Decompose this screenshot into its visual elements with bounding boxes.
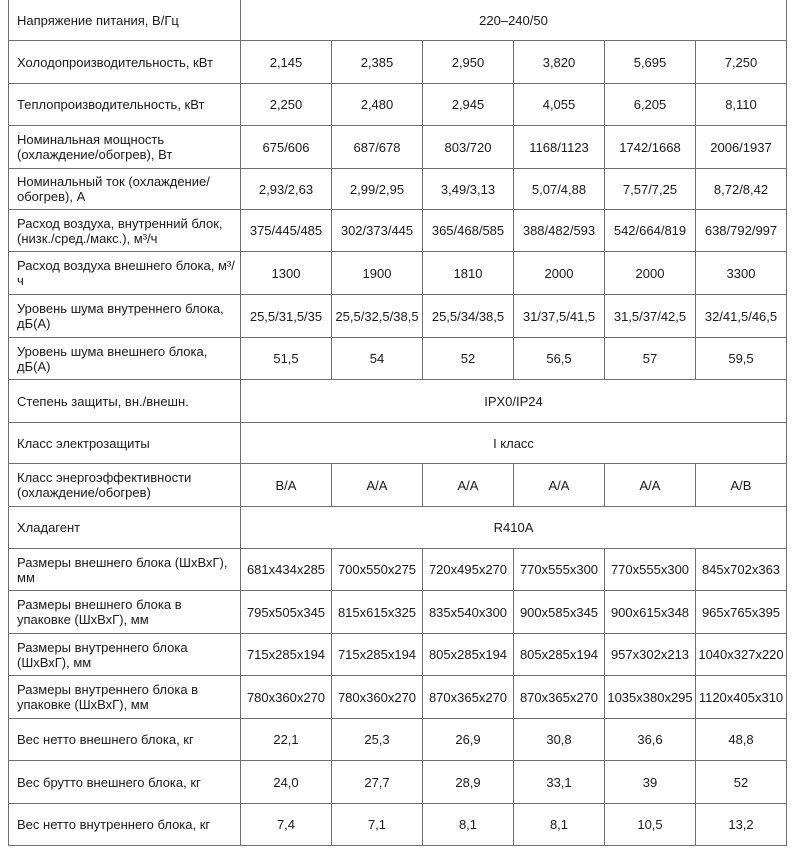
value-cell: 2,99/2,95 <box>332 169 423 210</box>
value-cell: 27,7 <box>332 761 423 804</box>
row-label: Класс электрозащиты <box>9 423 241 464</box>
value-cell: 7,1 <box>332 804 423 846</box>
value-cell: 715x285x194 <box>241 634 332 676</box>
value-cell: 1040x327x220 <box>696 634 787 676</box>
value-cell: 2,945 <box>423 84 514 126</box>
value-cell: 2000 <box>514 252 605 295</box>
value-cell: 25,5/34/38,5 <box>423 295 514 338</box>
value-cell: 33,1 <box>514 761 605 804</box>
table-row <box>9 423 787 464</box>
row-label: Напряжение питания, В/Гц <box>9 0 241 41</box>
value-cell: 36,6 <box>605 719 696 761</box>
value-cell: 770x555x300 <box>514 549 605 591</box>
row-label: Вес нетто внутреннего блока, кг <box>9 804 241 846</box>
value-cell: 8,1 <box>423 804 514 846</box>
value-cell: 638/792/997 <box>696 210 787 252</box>
value-cell: 54 <box>332 338 423 380</box>
row-label: Уровень шума внешнего блока, дБ(А) <box>9 338 241 380</box>
value-cell: A/A <box>332 464 423 507</box>
value-cell: 2,480 <box>332 84 423 126</box>
value-cell: 845x702x363 <box>696 549 787 591</box>
table-row <box>9 804 787 846</box>
value-cell: 48,8 <box>696 719 787 761</box>
spec-table <box>8 0 787 846</box>
value-cell: 2006/1937 <box>696 126 787 169</box>
value-cell: 6,205 <box>605 84 696 126</box>
value-cell: 900x615x348 <box>605 591 696 634</box>
value-cell: 28,9 <box>423 761 514 804</box>
value-cell: 8,110 <box>696 84 787 126</box>
value-cell: 8,72/8,42 <box>696 169 787 210</box>
value-cell: B/A <box>241 464 332 507</box>
value-cell: 3,820 <box>514 41 605 84</box>
value-cell: 1168/1123 <box>514 126 605 169</box>
value-cell: 2,385 <box>332 41 423 84</box>
merged-value-cell: IPX0/IP24 <box>241 380 787 423</box>
value-cell: 2,950 <box>423 41 514 84</box>
value-cell: 3,49/3,13 <box>423 169 514 210</box>
table-row <box>9 126 787 169</box>
value-cell: 51,5 <box>241 338 332 380</box>
value-cell: 700x550x275 <box>332 549 423 591</box>
value-cell: 3300 <box>696 252 787 295</box>
value-cell: 770x555x300 <box>605 549 696 591</box>
value-cell: 1035x380x295 <box>605 676 696 719</box>
value-cell: 25,5/32,5/38,5 <box>332 295 423 338</box>
value-cell: 24,0 <box>241 761 332 804</box>
value-cell: 57 <box>605 338 696 380</box>
table-row <box>9 380 787 423</box>
value-cell: A/A <box>423 464 514 507</box>
value-cell: 2,250 <box>241 84 332 126</box>
merged-value-cell: 220–240/50 <box>241 0 787 41</box>
value-cell: 5,695 <box>605 41 696 84</box>
row-label: Размеры внутреннего блока (ШхВхГ), мм <box>9 634 241 676</box>
table-row <box>9 634 787 676</box>
value-cell: 681x434x285 <box>241 549 332 591</box>
merged-value-cell: R410A <box>241 507 787 549</box>
row-label: Хладагент <box>9 507 241 549</box>
value-cell: 25,5/31,5/35 <box>241 295 332 338</box>
table-row <box>9 507 787 549</box>
table-row <box>9 676 787 719</box>
value-cell: 780x360x270 <box>241 676 332 719</box>
table-row <box>9 210 787 252</box>
row-label: Теплопроизводительность, кВт <box>9 84 241 126</box>
value-cell: 8,1 <box>514 804 605 846</box>
value-cell: 32/41,5/46,5 <box>696 295 787 338</box>
value-cell: 720x495x270 <box>423 549 514 591</box>
row-label: Размеры внешнего блока в упаковке (ШхВхГ), мм <box>9 591 241 634</box>
value-cell: 39 <box>605 761 696 804</box>
value-cell: 7,57/7,25 <box>605 169 696 210</box>
value-cell: A/A <box>514 464 605 507</box>
value-cell: 805x285x194 <box>423 634 514 676</box>
merged-value-cell: I класс <box>241 423 787 464</box>
row-label: Уровень шума внутреннего блока, дБ(А) <box>9 295 241 338</box>
value-cell: 2,145 <box>241 41 332 84</box>
value-cell: 1120x405x310 <box>696 676 787 719</box>
value-cell: 1300 <box>241 252 332 295</box>
table-row <box>9 338 787 380</box>
value-cell: 957x302x213 <box>605 634 696 676</box>
value-cell: 22,1 <box>241 719 332 761</box>
value-cell: 2000 <box>605 252 696 295</box>
table-row <box>9 464 787 507</box>
value-cell: 675/606 <box>241 126 332 169</box>
value-cell: 805x285x194 <box>514 634 605 676</box>
value-cell: 542/664/819 <box>605 210 696 252</box>
row-label: Вес нетто внешнего блока, кг <box>9 719 241 761</box>
value-cell: A/B <box>696 464 787 507</box>
spec-table-body <box>9 0 787 846</box>
value-cell: 52 <box>423 338 514 380</box>
value-cell: 59,5 <box>696 338 787 380</box>
value-cell: 5,07/4,88 <box>514 169 605 210</box>
value-cell: 900x585x345 <box>514 591 605 634</box>
row-label: Расход воздуха, внутренний блок, (низк./сред./макс.), м³/ч <box>9 210 241 252</box>
value-cell: 375/445/485 <box>241 210 332 252</box>
value-cell: 803/720 <box>423 126 514 169</box>
table-row <box>9 549 787 591</box>
value-cell: 965x765x395 <box>696 591 787 634</box>
value-cell: 835x540x300 <box>423 591 514 634</box>
row-label: Холодопроизводительность, кВт <box>9 41 241 84</box>
value-cell: 31,5/37/42,5 <box>605 295 696 338</box>
value-cell: 13,2 <box>696 804 787 846</box>
value-cell: 780x360x270 <box>332 676 423 719</box>
value-cell: 870x365x270 <box>514 676 605 719</box>
row-label: Вес брутто внешнего блока, кг <box>9 761 241 804</box>
value-cell: 31/37,5/41,5 <box>514 295 605 338</box>
value-cell: 7,250 <box>696 41 787 84</box>
value-cell: 26,9 <box>423 719 514 761</box>
row-label: Размеры внешнего блока (ШхВхГ), мм <box>9 549 241 591</box>
value-cell: 687/678 <box>332 126 423 169</box>
table-row <box>9 761 787 804</box>
table-row <box>9 84 787 126</box>
value-cell: 4,055 <box>514 84 605 126</box>
value-cell: 1810 <box>423 252 514 295</box>
value-cell: 7,4 <box>241 804 332 846</box>
value-cell: 715x285x194 <box>332 634 423 676</box>
value-cell: 25,3 <box>332 719 423 761</box>
value-cell: 1742/1668 <box>605 126 696 169</box>
value-cell: 2,93/2,63 <box>241 169 332 210</box>
value-cell: 30,8 <box>514 719 605 761</box>
value-cell: 870x365x270 <box>423 676 514 719</box>
value-cell: 302/373/445 <box>332 210 423 252</box>
row-label: Класс энергоэффективности (охлаждение/обогрев) <box>9 464 241 507</box>
table-row <box>9 0 787 41</box>
value-cell: 815x615x325 <box>332 591 423 634</box>
row-label: Размеры внутреннего блока в упаковке (ШхВхГ), мм <box>9 676 241 719</box>
value-cell: 795x505x345 <box>241 591 332 634</box>
value-cell: 1900 <box>332 252 423 295</box>
table-row <box>9 719 787 761</box>
table-row <box>9 295 787 338</box>
value-cell: 10,5 <box>605 804 696 846</box>
table-row <box>9 41 787 84</box>
row-label: Степень защиты, вн./внешн. <box>9 380 241 423</box>
table-row <box>9 169 787 210</box>
row-label: Номинальный ток (охлаждение/обогрев), А <box>9 169 241 210</box>
value-cell: 365/468/585 <box>423 210 514 252</box>
value-cell: 56,5 <box>514 338 605 380</box>
value-cell: 388/482/593 <box>514 210 605 252</box>
table-row <box>9 591 787 634</box>
value-cell: A/A <box>605 464 696 507</box>
row-label: Расход воздуха внешнего блока, м³/ч <box>9 252 241 295</box>
table-row <box>9 252 787 295</box>
row-label: Номинальная мощность (охлаждение/обогрев), Вт <box>9 126 241 169</box>
value-cell: 52 <box>696 761 787 804</box>
